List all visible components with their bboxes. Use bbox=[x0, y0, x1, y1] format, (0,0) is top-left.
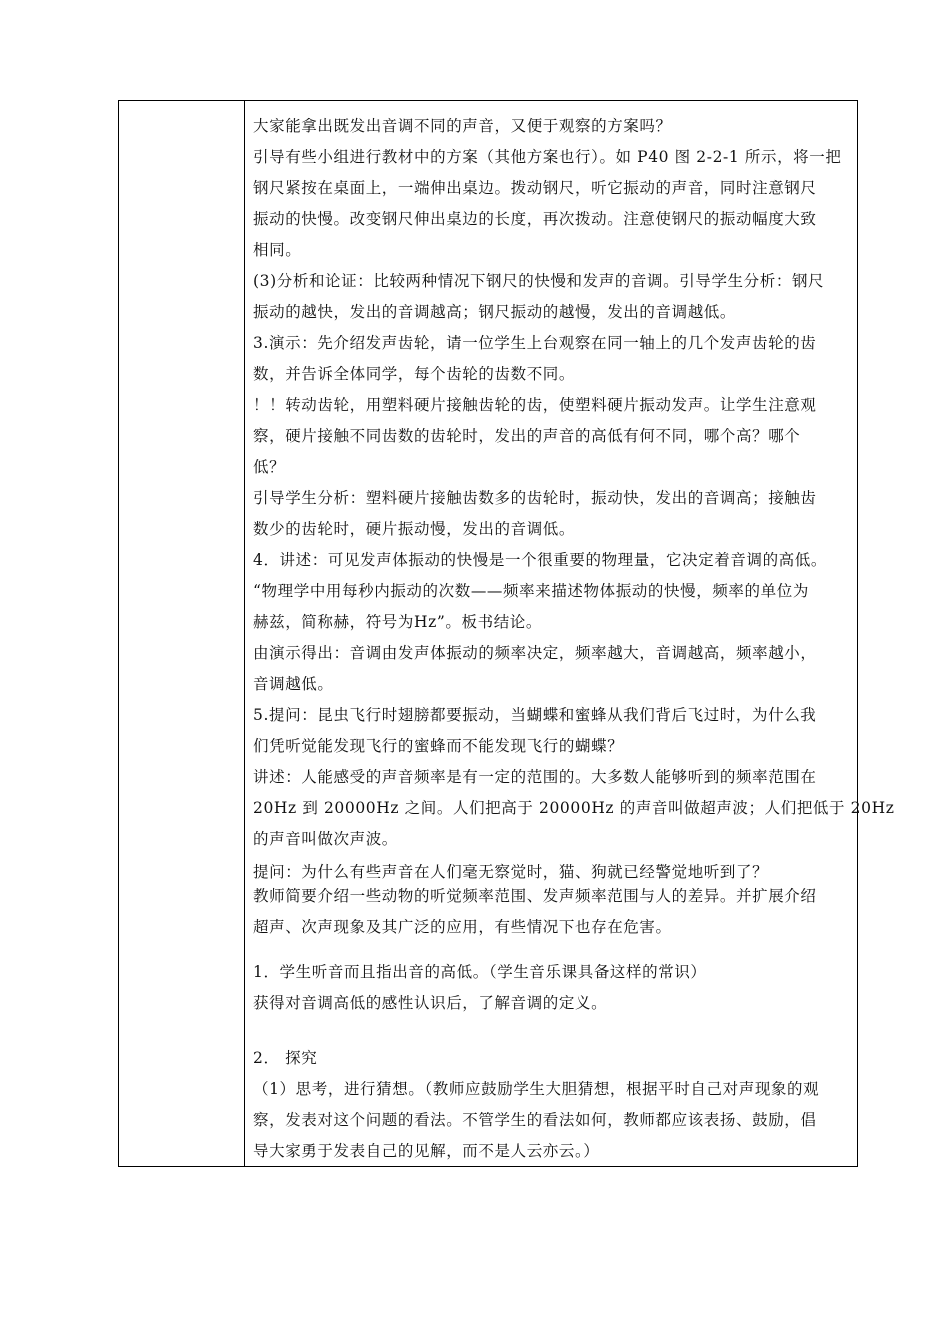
spacer bbox=[253, 1019, 849, 1043]
text-line: 数，并告诉全体同学，每个齿轮的齿数不同。 bbox=[253, 365, 576, 383]
text-line: 大家能拿出既发出音调不同的声音，又便于观察的方案吗？ bbox=[253, 117, 672, 135]
text-line: 钢尺紧按在桌面上，一端伸出桌边。拨动钢尺，听它振动的声音，同时注意钢尺 bbox=[253, 179, 817, 197]
text-line: 引导学生分析：塑料硬片接触齿数多的齿轮时，振动快，发出的音调高；接触齿 bbox=[253, 489, 817, 507]
text-line: 由演示得出：音调由发声体振动的频率决定，频率越大，音调越高，频率越小， bbox=[253, 644, 817, 662]
text-line: 低？ bbox=[253, 458, 286, 476]
text-line: 音调越低。 bbox=[253, 675, 334, 693]
text-line: 相同。 bbox=[253, 241, 302, 259]
text-line: 导大家勇于发表自己的见解，而不是人云亦云。） bbox=[253, 1142, 600, 1160]
text-line: 获得对音调高低的感性认识后，了解音调的定义。 bbox=[253, 994, 608, 1012]
text-line: 提问：为什么有些声音在人们毫无察觉时，猫、狗就已经警觉地听到了？ bbox=[253, 863, 769, 881]
left-column-cell bbox=[119, 101, 244, 1166]
text-line: “物理学中用每秒内振动的次数——频率来描述物体振动的快慢，频率的单位为 bbox=[253, 582, 809, 600]
spacer bbox=[253, 855, 849, 863]
text-line: 3.演示：先介绍发声齿轮，请一位学生上台观察在同一轴上的几个发声齿轮的齿 bbox=[253, 334, 817, 352]
text-line: ！！转动齿轮，用塑料硬片接触齿轮的齿，使塑料硬片振动发声。让学生注意观 bbox=[253, 396, 817, 414]
text-line: 振动的越快，发出的音调越高；钢尺振动的越慢，发出的音调越低。 bbox=[253, 303, 737, 321]
text-line: 赫兹，简称赫，符号为Hz”。板书结论。 bbox=[253, 613, 543, 631]
text-line: 1．学生听音而且指出音的高低。（学生音乐课具备这样的常识） bbox=[253, 963, 707, 981]
text-line: 的声音叫做次声波。 bbox=[253, 830, 398, 848]
text-line: 超声、次声现象及其广泛的应用，有些情况下也存在危害。 bbox=[253, 918, 672, 936]
text-line: 20Hz 到 20000Hz 之间。人们把高于 20000Hz 的声音叫做超声波；人们把低于 20Hz bbox=[253, 799, 895, 817]
text-line: 振动的快慢。改变钢尺伸出桌边的长度，再次拨动。注意使钢尺的振动幅度大致 bbox=[253, 210, 817, 228]
text-line: 4．讲述：可见发声体振动的快慢是一个很重要的物理量，它决定着音调的高低。 bbox=[253, 551, 827, 569]
text-line: 们凭听觉能发现飞行的蜜蜂而不能发现飞行的蝴蝶？ bbox=[253, 737, 624, 755]
text-line: 察，发表对这个问题的看法。不管学生的看法如何，教师都应该表扬、鼓励，倡 bbox=[253, 1111, 817, 1129]
text-line: 2． 探究 bbox=[253, 1049, 318, 1067]
text-line: 察，硬片接触不同齿数的齿轮时，发出的声音的高低有何不同，哪个高？哪个 bbox=[253, 427, 801, 445]
content-cell bbox=[253, 111, 895, 1167]
column-divider bbox=[244, 101, 245, 1166]
text-line: 讲述：人能感受的声音频率是有一定的范围的。大多数人能够听到的频率范围在 bbox=[253, 768, 817, 786]
lesson-table bbox=[118, 100, 895, 1167]
text-line: 数少的齿轮时，硬片振动慢，发出的音调低。 bbox=[253, 520, 576, 538]
text-line: 引导有些小组进行教材中的方案（其他方案也行）。如 P40 图 2-2-1 所示，将一把 bbox=[253, 148, 842, 166]
text-line: 教师简要介绍一些动物的听觉频率范围、发声频率范围与人的差异。并扩展介绍 bbox=[253, 887, 817, 905]
text-line: （1）思考，进行猜想。（教师应鼓励学生大胆猜想，根据平时自己对声现象的观 bbox=[253, 1080, 820, 1098]
spacer bbox=[253, 943, 849, 957]
text-line: 5.提问：昆虫飞行时翅膀都要振动，当蝴蝶和蜜蜂从我们背后飞过时，为什么我 bbox=[253, 706, 817, 724]
text-line: (3)分析和论证：比较两种情况下钢尺的快慢和发声的音调。引导学生分析：钢尺 bbox=[253, 272, 825, 290]
